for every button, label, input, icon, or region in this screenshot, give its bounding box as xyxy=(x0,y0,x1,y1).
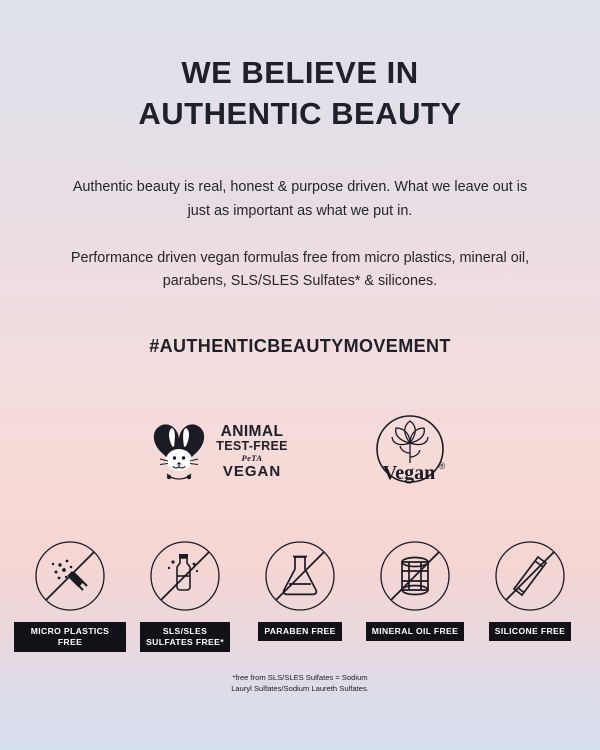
free-from-label xyxy=(366,622,464,641)
free-from-label xyxy=(258,622,341,641)
certification-row xyxy=(0,357,600,495)
free-from-item xyxy=(359,540,471,652)
peta-text-line-4: VEGAN xyxy=(222,462,282,480)
rabbit-heart-icon xyxy=(148,416,210,488)
sls-sles-sulfates-crossed-icon xyxy=(149,540,221,612)
free-from-label xyxy=(14,622,126,652)
headline-line-2: AUTHENTIC BEAUTY xyxy=(138,96,462,132)
free-from-item xyxy=(474,540,586,652)
free-from-label-line-1: SLS/SLES xyxy=(162,625,208,636)
peta-certification-logo xyxy=(148,416,287,488)
footnote-line-2: Lauryl Sulfates/Sodium Laureth Sulfates. xyxy=(231,684,369,694)
vegan-society-logo xyxy=(368,409,452,495)
free-from-label xyxy=(140,622,230,652)
free-from-label-line-1: MICRO PLASTICS FREE xyxy=(30,625,110,648)
micro-plastics-crossed-icon xyxy=(34,540,106,612)
peta-text-line-3: PeTA xyxy=(241,453,263,464)
vegan-wordmark: Vegan xyxy=(382,461,436,484)
headline-line-1: WE BELIEVE IN xyxy=(181,55,419,90)
free-from-item xyxy=(14,540,126,652)
sulfates-footnote xyxy=(0,672,600,695)
free-from-label xyxy=(489,622,571,641)
page-title xyxy=(0,0,600,134)
peta-text-line-2: TEST-FREE xyxy=(216,439,288,454)
body-paragraph-1: Authentic beauty is real, honest & purpose driven. What we leave out is just as important as what we put in. xyxy=(72,179,528,219)
free-from-item xyxy=(244,540,356,652)
peta-text-line-1: ANIMAL xyxy=(220,422,284,440)
free-from-label-line-2: SULFATES FREE* xyxy=(146,637,224,648)
body-paragraph-2: Performance driven vegan formulas free from micro plastics, mineral oil, parabens, SLS/SLES Sulfates* & silicones. xyxy=(70,250,530,290)
free-from-item xyxy=(129,540,241,652)
silicone-crossed-icon xyxy=(494,540,566,612)
free-from-label-line-1: PARABEN FREE xyxy=(264,625,336,636)
free-from-icon-row xyxy=(0,540,600,652)
footnote-line-1: *free from SLS/SLES Sulfates = Sodium xyxy=(232,673,368,682)
paraben-flask-crossed-icon xyxy=(264,540,336,612)
peta-logo-text xyxy=(216,424,287,480)
free-from-label-line-1: MINERAL OIL FREE xyxy=(371,625,459,636)
free-from-label-line-1: SILICONE FREE xyxy=(494,625,566,636)
campaign-hashtag: #AUTHENTICBEAUTYMOVEMENT xyxy=(149,335,451,356)
registered-mark: ® xyxy=(438,460,446,471)
mineral-oil-barrel-crossed-icon xyxy=(379,540,451,612)
